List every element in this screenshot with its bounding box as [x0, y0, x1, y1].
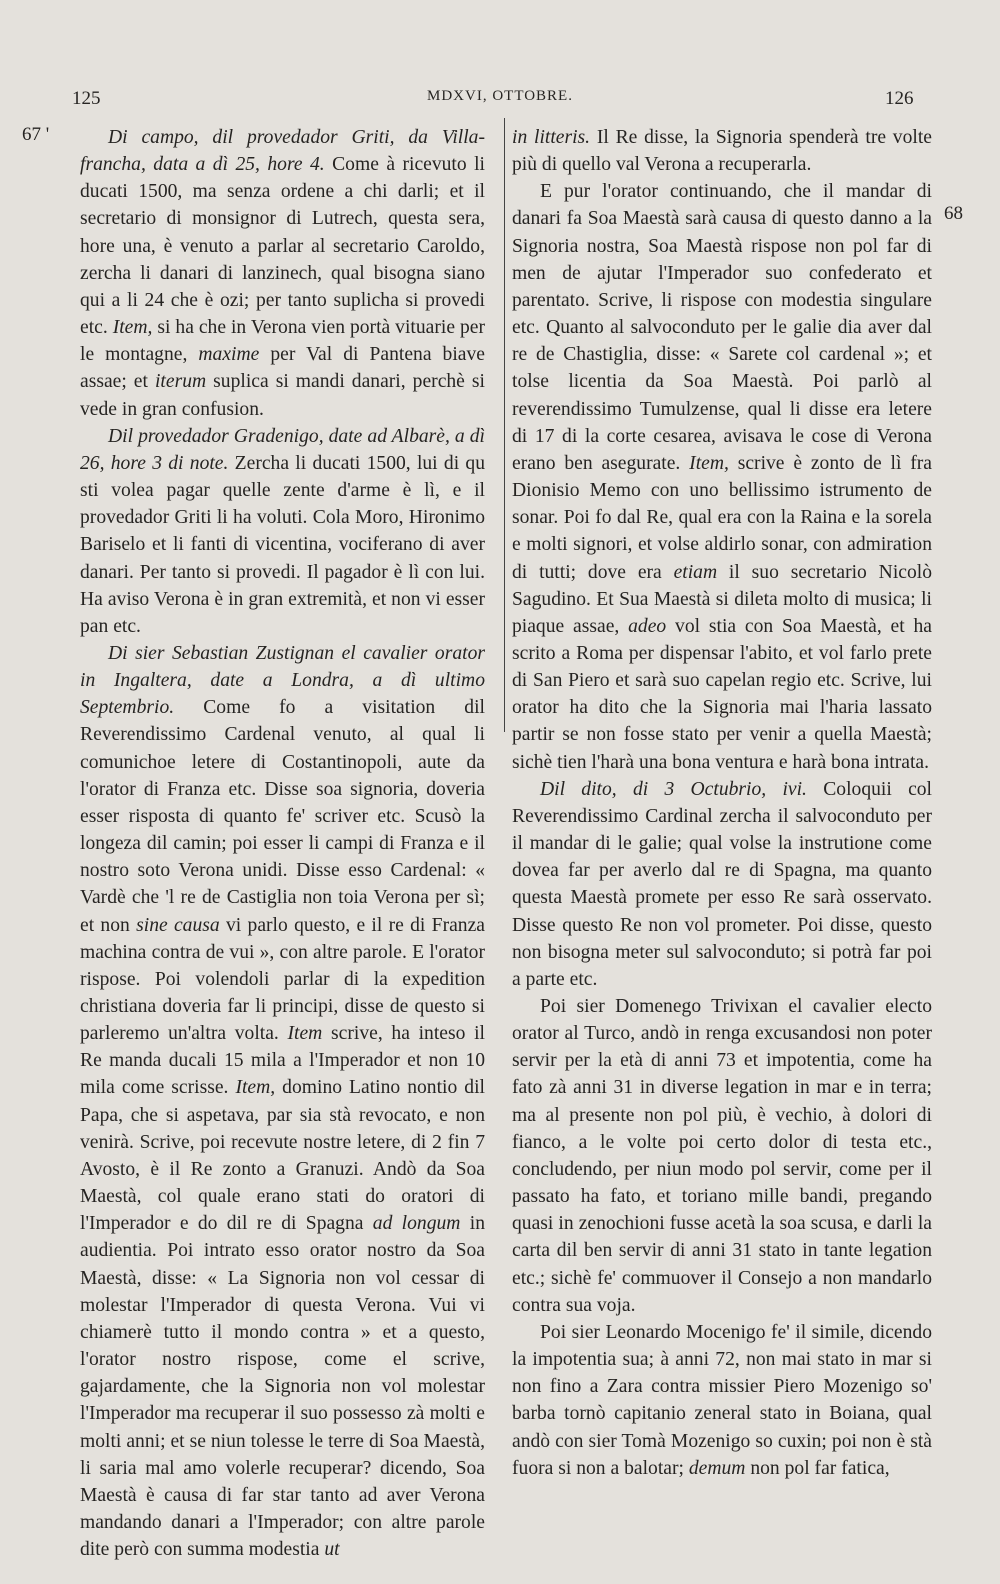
text-run: Poi sier Leonardo Mocenigo fe' il simile, dicendo la impotentia sua; à anni 72, non mai stato in mar si non fino a Zara contra missier Piero Mozenigo so' barba tornò capitanio zeneral stato in Boiana, qual andò con sier Tomà Mozenigo so cuxin; poi non è stà fuora si non a balotar;	[512, 1321, 932, 1479]
text-run: ut	[324, 1539, 340, 1561]
text-run: E pur l'orator continuando, che il mandar di danari fa Soa Maestà sarà causa di questo danno a la Signoria nostra, Soa Maestà rispose non pol far di men de ajutar l'Imperador suo confederato et parentato. Scrive, li rispose con modestia singulare etc. Quanto al salvoconduto per le galie dia aver dal re de Chastiglia, disse: « Sarete col cardenal »; et tolse licentia da Soa Maestà. Poi parlò al reverendissimo Tumulzense, qual li disse era letere di 17 di la corte cesarea, avisava le cose di Verona erano ben asegurate.	[512, 181, 932, 474]
text-run: etiam	[673, 561, 718, 583]
text-run: Poi sier Domenego Trivixan el cavalier electo orator al Turco, andò in renga excusandosi non poter servir per la età di anni 73 et impotentia, come ha fato zà anni 31 in diverse legation in mar e in terra; ma al presente non pol più, è vechio, à dolori di fianco, a le volte poi certo dolor di testa etc., concludendo, per niun modo pol servir, come per il passato ha fato, et toriano mille bandi, pregando quasi in zenochioni fusse acetà la soa scusa, e darli la carta dil ben servir di anni 31 stato in tante legation etc.; sichè fe' commuover il Consejo a non mandarlo contra sua voja.	[512, 996, 932, 1316]
paragraph	[80, 640, 485, 1563]
paragraph	[512, 124, 932, 178]
text-run: Item,	[112, 317, 153, 339]
paragraph	[512, 776, 932, 993]
text-run: in audientia. Poi intrato esso orator nostro da Soa Maestà, disse: « La Signoria non vol cessar di molestar l'Imperador di questa Verona. Vui vi chiamerè tutto il mondo contra » et a questo, l'orator nostro rispose, come el scrive, gajardamente, che la Signoria non vol molestar l'Imperador ma recuperar il suo possesso zà molti e molti anni; et se niun tolesse le terre di Soa Maestà, li saria mal amo volerle recuperar? dicendo, Soa Maestà è causa di far star tanto ad aver Verona mandando danari a l'Imperador; con altre parole dite però con summa modestia	[80, 1213, 486, 1561]
text-run: ad longum	[372, 1213, 461, 1235]
text-run: Dil provedador Gradenigo, date ad Albarè, a dì 26, hore 3 di note.	[80, 425, 485, 474]
text-run: sine causa	[136, 914, 220, 936]
paragraph	[512, 178, 932, 775]
text-run: Di sier Sebastian Zustignan el cavalier orator in Ingaltera, date a Londra, a dì ultimo Septembrio.	[80, 642, 485, 719]
margin-note-left: 67 '	[22, 124, 50, 145]
paragraph	[80, 423, 485, 640]
text-run: domino Latino nontio dil Papa, che si aspetava, par sia stà revocato, e non venirà. Scrive, poi recevute nostre letere, di 2 fin 7 Avosto, è il Re zonto a Granuzi. Andò da Soa Maestà, col quale erano stati do oratori di l'Imperador e do dil re di Spagna	[80, 1077, 485, 1235]
left-page-number: 125	[72, 88, 101, 109]
left-column	[80, 124, 485, 1563]
text-run: Item,	[235, 1077, 276, 1099]
text-run: adeo	[628, 615, 667, 637]
text-run: Item	[287, 1023, 323, 1045]
paragraph	[80, 124, 485, 423]
text-run: scrive, ha inteso il Re manda ducali 15 mila a l'Imperador et non 10 mila come scrisse.	[80, 1023, 485, 1099]
text-run: Di campo, dil provedador Griti, da Villa-francha, data a dì 25, hore 4.	[80, 127, 485, 176]
text-run: iterum	[154, 371, 207, 393]
paragraph	[512, 1319, 932, 1482]
text-run: Come fo a visitation dil Reverendissimo Cardenal venuto, al qual li comunichoe letere di Costantinopoli, aute da l'orator di Franza etc. Disse soa signoria, doveria esser risposta di quanto fe' scriver etc. Scusò la longeza dil camin; poi esser li campi di Franza e il nostro soto Verona unidi. Disse esso Cardenal: « Vardè che 'l re de Castiglia non toia Verona per sì; et non	[80, 697, 485, 936]
text-run: vol stia con Soa Maestà, et ha scrito a Roma per dispensar l'abito, et vol farlo prete di San Piero et sarà suo capelan regio etc. Scrive, lui orator ha dito che la Signoria mai l'haria lassato partir se non fosse stato per venir a quella Maestà; sichè tien l'harà una bona ventura e harà bona intrata.	[512, 615, 932, 773]
text-run: Zercha li ducati 1500, lui di qu sti volea pagar quelle zente d'arme è lì, e il provedador Griti li ha voluti. Cola Moro, Hironimo Bariselo et li fanti di vicentina, vociferano di aver danari. Per tanto si provedi. Il pagador è lì con lui. Ha aviso Verona è in gran extremità, et non vi esser pan etc.	[80, 452, 485, 637]
text-run: Dil dito, di 3 Octubrio, ivi.	[540, 778, 807, 800]
right-column	[512, 124, 932, 1482]
paragraph	[512, 993, 932, 1319]
running-header: MDXVI, OTTOBRE.	[427, 88, 573, 104]
text-run: maxime	[198, 344, 260, 366]
text-run: Item,	[689, 452, 729, 474]
text-run: Coloquii col Reverendissimo Cardinal zercha il salvoconduto per il mandar di le galie; qual volse la instrutione come dovea far per averlo dal re di Spagna, ma quanto questa Maestà promete per esso Re sarà osservato. Disse questo Re non vol prometer. Poi disse, questo non bisogna meter sul salvoconduto; si potrà far poi a parte etc.	[512, 778, 933, 990]
text-run: suplica si mandi danari, perchè si vede in gran confusion.	[80, 371, 485, 420]
text-run: non pol far fatica,	[745, 1457, 890, 1479]
text-run: Il Re disse, la Signoria spenderà tre volte più di quello val Verona a recuperarla.	[512, 127, 932, 176]
text-run: vi parlo questo, e il re di Franza machina contra de vui », con altre parole. E l'orator rispose. Poi volendoli parlar di la expedition christiana doveria far li principi, disse de questo si parleremo un'altra volta.	[80, 914, 485, 1045]
text-run: in litteris.	[512, 127, 591, 148]
text-run: per Val di Pantena biave assae; et	[80, 344, 485, 393]
text-run: il suo secretario Nicolò Sagudino. Et Sua Maestà si dileta molto di musica; li piaque assae,	[512, 561, 932, 637]
text-run: demum	[688, 1457, 746, 1479]
column-divider	[504, 118, 505, 732]
margin-note-right: 68	[944, 203, 963, 224]
text-run: scrive è zonto de lì fra Dionisio Memo con uno bellissimo istrumento de sonar. Poi fo dal Re, qual era con la Raina e la sorela e molti signori, et volse aldirlo sonar, con admiration di tutti; dove era	[512, 452, 933, 583]
text-run: si ha che in Verona vien portà vituarie per le montagne,	[80, 317, 485, 366]
right-page-number: 126	[885, 88, 914, 109]
text-run: Come à ricevuto li ducati 1500, ma senza ordene a chi darli; et il secretario di monsignor di Lutrech, questa sera, hore una, è venuto a parlar al secretario Caroldo, zercha li danari di lanzinech, qual bisogna siano qui a li 24 che è ozi; per tanto suplicha si provedi etc.	[80, 154, 485, 339]
